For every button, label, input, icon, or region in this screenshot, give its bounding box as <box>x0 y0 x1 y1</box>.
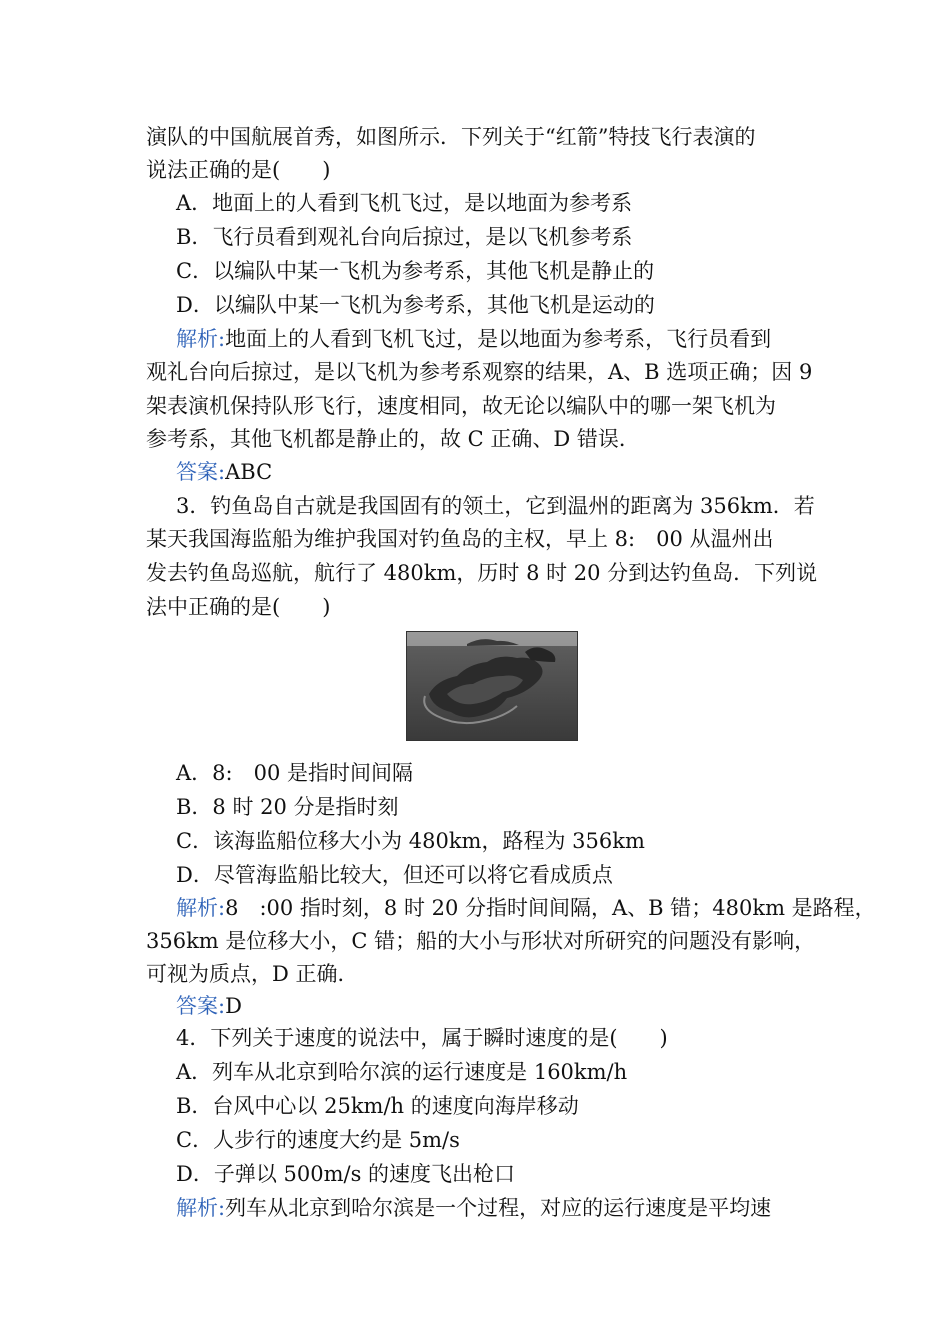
q4-analysis-text-1: 列车从北京到哈尔滨是一个过程，对应的运行速度是平均速 <box>225 1196 772 1220</box>
analysis-label: 解析: <box>176 896 226 920</box>
q2-option-d: D．以编队中某一飞机为参考系，其他飞机是运动的 <box>176 293 655 317</box>
q4-option-d: D．子弹以 500m/s 的速度飞出枪口 <box>176 1162 516 1186</box>
q4-option-b: B．台风中心以 25km/h 的速度向海岸移动 <box>176 1094 579 1118</box>
q4-option-a: A．列车从北京到哈尔滨的运行速度是 160km/h <box>176 1060 628 1084</box>
q3-option-a: A．8: 00 是指时间间隔 <box>176 761 413 785</box>
q2-stem-line-1: 演队的中国航展首秀，如图所示．下列关于“红箭”特技飞行表演的 <box>146 125 756 149</box>
analysis-label: 解析: <box>176 327 226 351</box>
q2-stem-line-2: 说法正确的是( ) <box>146 158 331 182</box>
q3-analysis-line-2: 356km 是位移大小，C 错；船的大小与形状对所研究的问题没有影响， <box>146 929 816 953</box>
q3-answer <box>176 989 856 1023</box>
q3-option-d: D．尽管海监船比较大，但还可以将它看成质点 <box>176 863 613 887</box>
q3-stem-line-2: 某天我国海监船为维护我国对钓鱼岛的主权，早上 8: 00 从温州出 <box>146 527 774 551</box>
answer-label: 答案: <box>176 994 226 1018</box>
q4-option-c: C．人步行的速度大约是 5m/s <box>176 1128 460 1152</box>
q2-option-c: C．以编队中某一飞机为参考系，其他飞机是静止的 <box>176 259 655 283</box>
q2-answer <box>176 455 856 489</box>
q3-analysis-text-1: 8 :00 指时刻，8 时 20 分指时间间隔，A、B 错；480km 是路程， <box>225 896 876 920</box>
q2-analysis-line-4: 参考系，其他飞机都是静止的，故 C 正确、D 错误． <box>146 427 640 451</box>
q3-analysis-line-1 <box>176 891 876 925</box>
q2-analysis-line-2: 观礼台向后掠过，是以飞机为参考系观察的结果，A、B 选项正确；因 9 <box>146 360 813 384</box>
q3-analysis-line-3: 可视为质点，D 正确． <box>146 962 359 986</box>
q3-option-c: C．该海监船位移大小为 480km，路程为 356km <box>176 829 645 853</box>
q3-stem-line-4: 法中正确的是( ) <box>146 595 331 619</box>
q2-analysis-line-1 <box>176 322 856 356</box>
q2-option-b: B．飞行员看到观礼台向后掠过，是以飞机参考系 <box>176 225 633 249</box>
q2-option-a: A．地面上的人看到飞机飞过，是以地面为参考系 <box>176 191 633 215</box>
island-photo <box>406 631 578 741</box>
q4-analysis-line-1 <box>176 1191 856 1225</box>
q2-answer-value: ABC <box>225 460 273 484</box>
q3-option-b: B．8 时 20 分是指时刻 <box>176 795 399 819</box>
q2-analysis-text-1: 地面上的人看到飞机飞过，是以地面为参考系，飞行员看到 <box>225 327 772 351</box>
q3-answer-value: D <box>225 994 242 1018</box>
q3-stem-line-3: 发去钓鱼岛巡航，航行了 480km，历时 8 时 20 分到达钓鱼岛．下列说 <box>146 561 818 585</box>
q4-stem: 4．下列关于速度的说法中，属于瞬时速度的是( ) <box>176 1026 668 1050</box>
q2-analysis-line-3: 架表演机保持队形飞行，速度相同，故无论以编队中的哪一架飞机为 <box>146 394 776 418</box>
analysis-label: 解析: <box>176 1196 226 1220</box>
q3-stem-line-1: 3．钓鱼岛自古就是我国固有的领土，它到温州的距离为 356km．若 <box>176 494 815 518</box>
answer-label: 答案: <box>176 460 226 484</box>
